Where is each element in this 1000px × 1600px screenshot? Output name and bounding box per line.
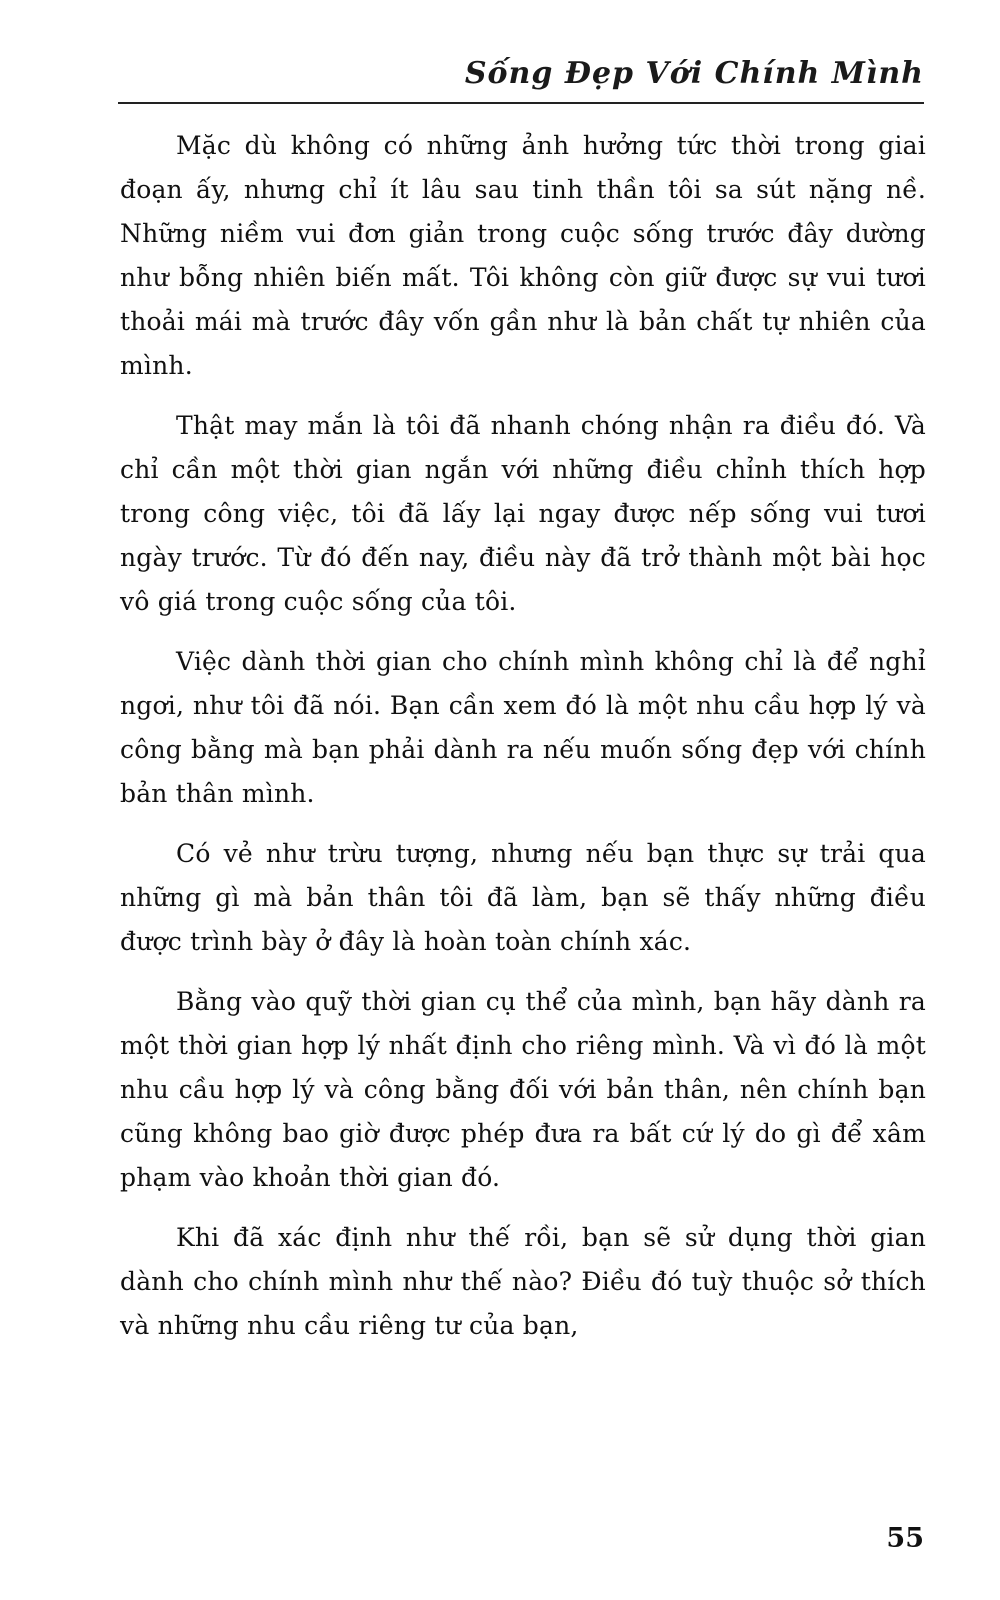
paragraph-1: Mặc dù không có những ảnh hưởng tức thời trong giai đoạn ấy, nhưng chỉ ít lâu sau tinh thần tôi sa sút nặng nề. Những niềm vui đơn giản trong cuộc sống trước đây dường như bỗng nhiên biến mất. Tôi không còn giữ được sự vui tươi thoải mái mà trước đây vốn gần như là bản chất tự nhiên của mình. [120, 131, 926, 380]
paragraph-2: Thật may mắn là tôi đã nhanh chóng nhận ra điều đó. Và chỉ cần một thời gian ngắn với những điều chỉnh thích hợp trong công việc, tôi đã lấy lại ngay được nếp sống vui tươi ngày trước. Từ đó đến nay, điều này đã trở thành một bài học vô giá trong cuộc sống của tôi. [120, 411, 926, 616]
paragraph-6: Khi đã xác định như thế rồi, bạn sẽ sử dụng thời gian dành cho chính mình như thế nào? Điều đó tuỳ thuộc sở thích và những nhu cầu riêng tư của bạn, [120, 1223, 926, 1340]
paragraph-5: Bằng vào quỹ thời gian cụ thể của mình, bạn hãy dành ra một thời gian hợp lý nhất định cho riêng mình. Và vì đó là một nhu cầu hợp lý và công bằng đối với bản thân, nên chính bạn cũng không bao giờ được phép đưa ra bất cứ lý do gì để xâm phạm vào khoản thời gian đó. [120, 987, 926, 1192]
page-number: 55 [886, 1523, 924, 1554]
body-text [120, 124, 926, 1364]
running-title: Sống Đẹp Với Chính Mình [464, 56, 924, 91]
paragraph-3: Việc dành thời gian cho chính mình không chỉ là để nghỉ ngơi, như tôi đã nói. Bạn cần xem đó là một nhu cầu hợp lý và công bằng mà bạn phải dành ra nếu muốn sống đẹp với chính bản thân mình. [120, 647, 926, 808]
running-header [118, 52, 924, 104]
paragraph-4: Có vẻ như trừu tượng, nhưng nếu bạn thực sự trải qua những gì mà bản thân tôi đã làm, bạn sẽ thấy những điều được trình bày ở đây là hoàn toàn chính xác. [120, 839, 926, 956]
